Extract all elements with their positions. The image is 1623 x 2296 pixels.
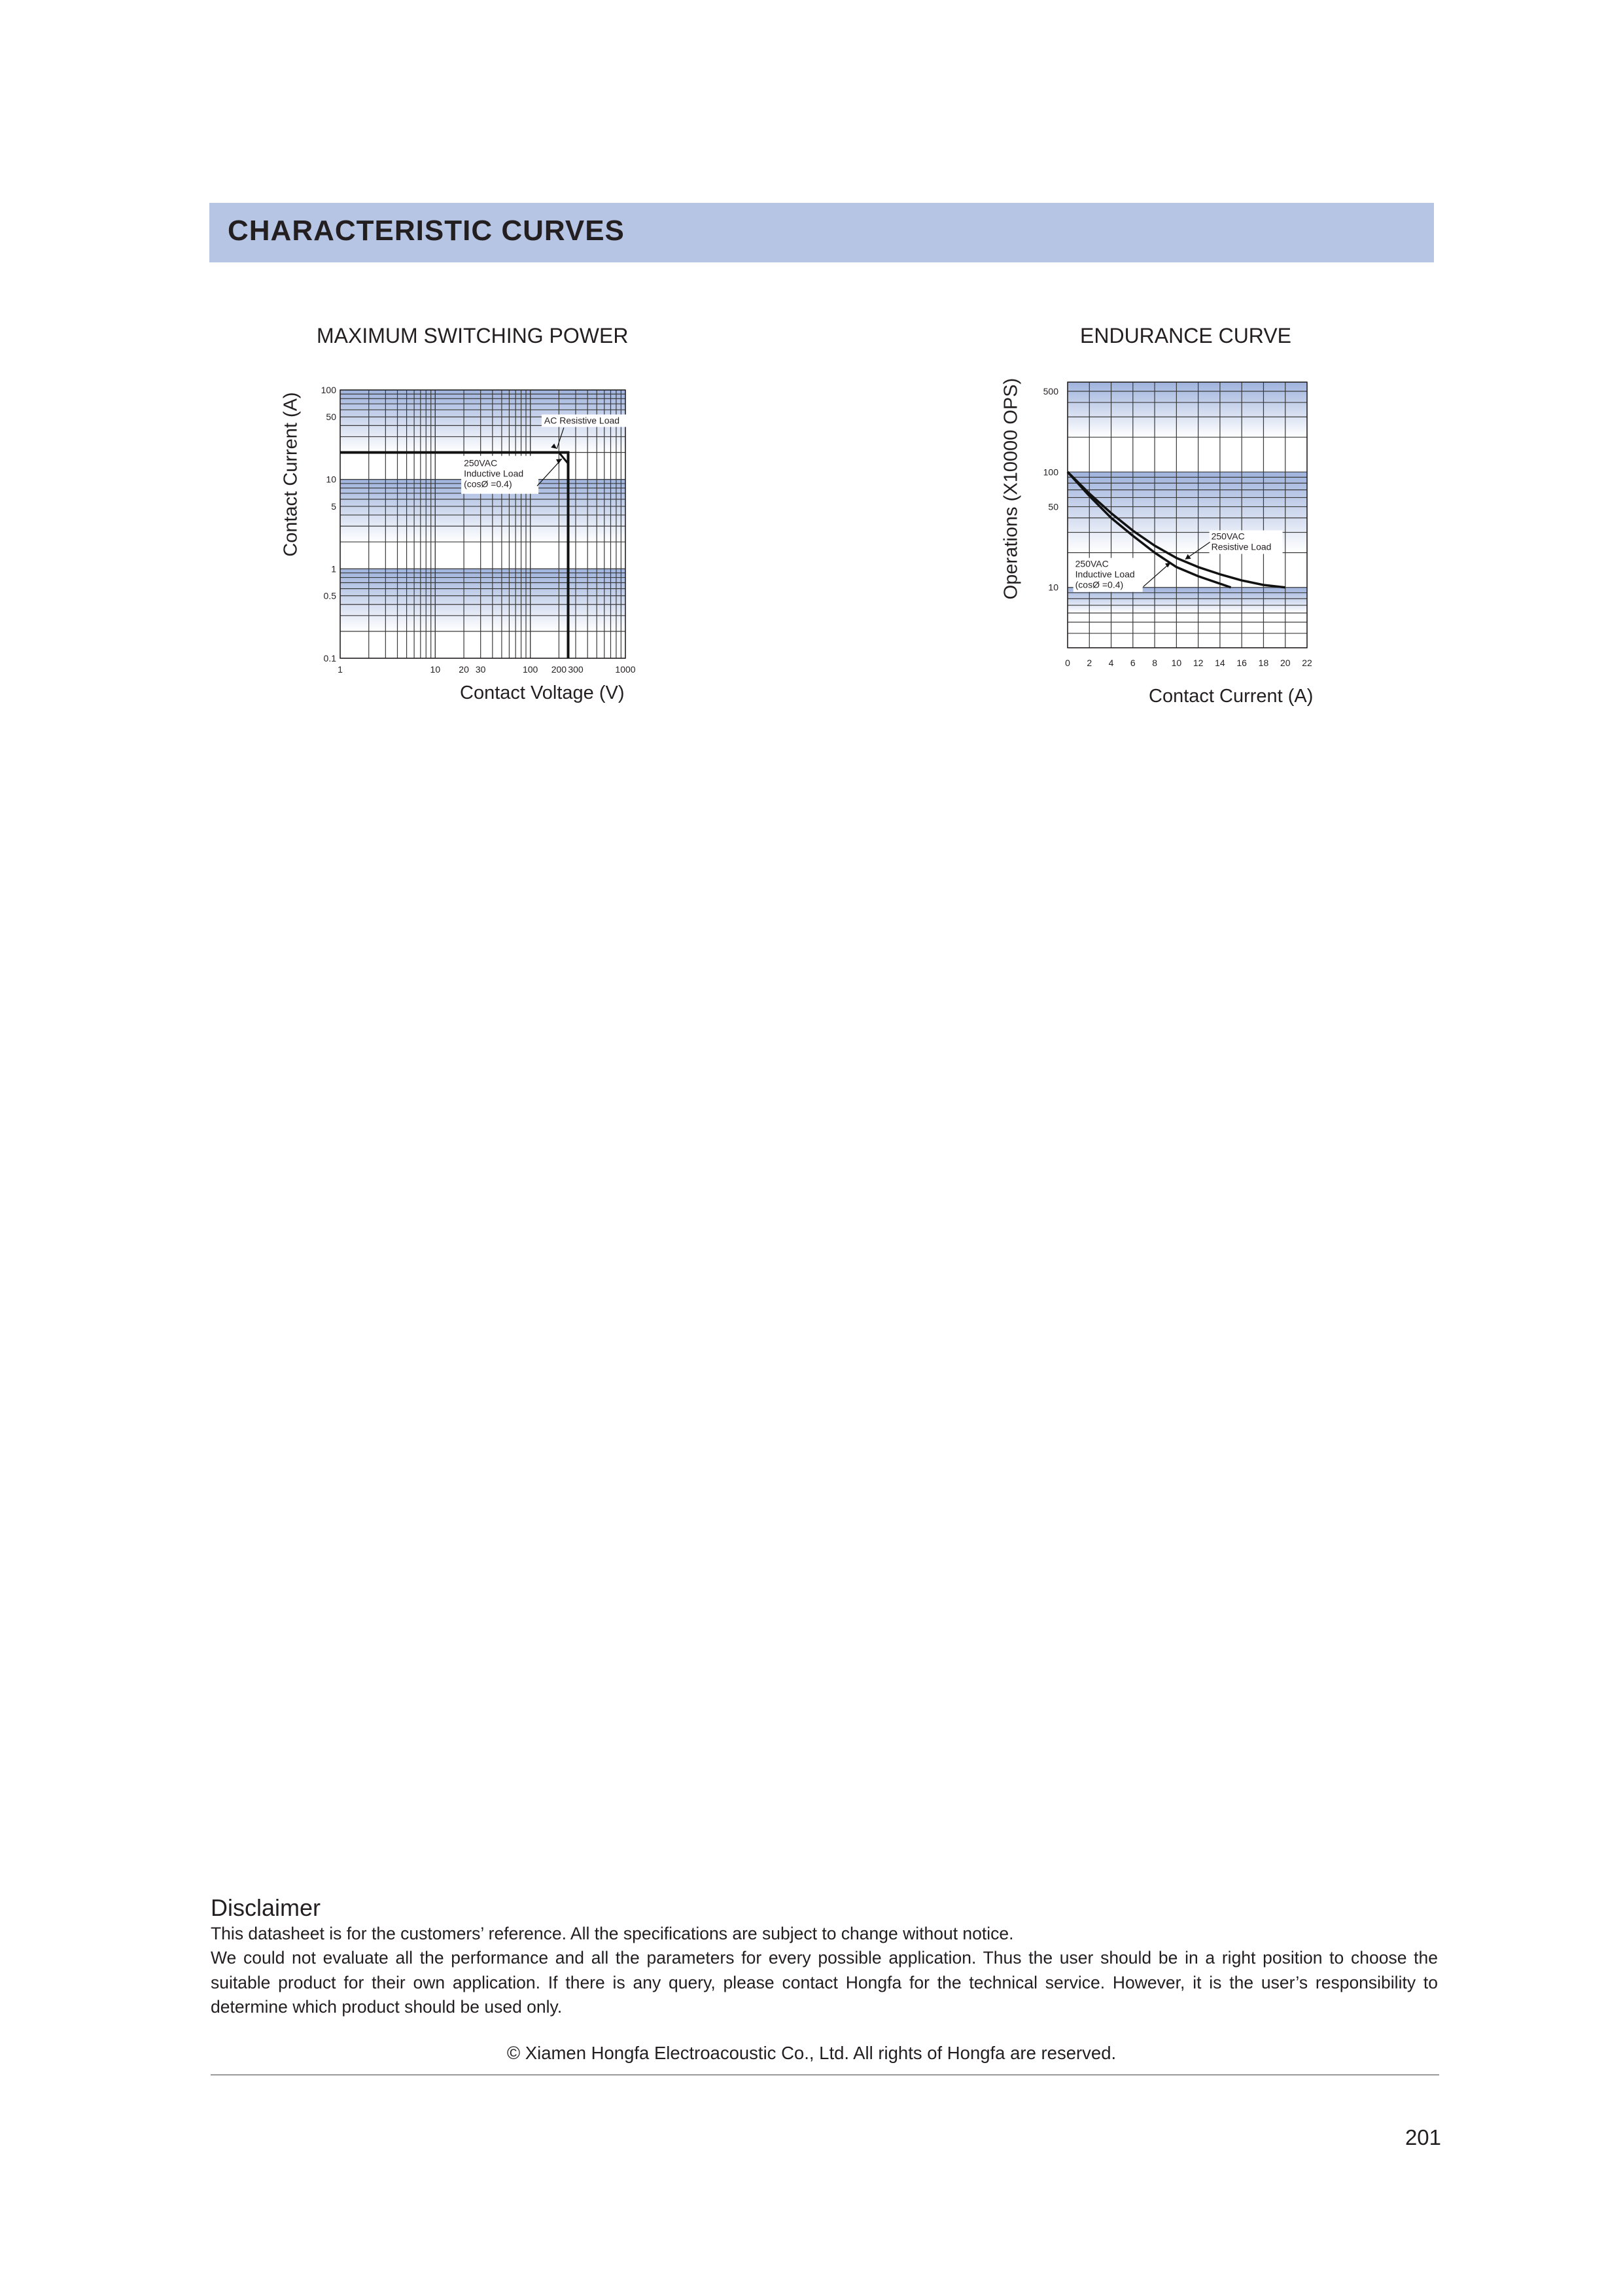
annotation-inductive-load-line: Inductive Load [464, 468, 524, 479]
x-tick-label: 12 [1193, 658, 1204, 668]
shaded-band [1068, 382, 1307, 437]
y-tick-label: 50 [326, 412, 336, 423]
y-tick-label: 10 [1048, 582, 1058, 593]
x-tick-label: 20 [459, 664, 469, 675]
x-tick-label: 14 [1215, 658, 1225, 668]
annotation-resistive-load-line: Resistive Load [1211, 541, 1272, 552]
y-tick-label: 0.1 [323, 653, 336, 663]
x-tick-label: 1000 [615, 664, 636, 675]
disclaimer-paragraph: We could not evaluate all the performance and all the parameters for every possible application. Thus the user should be in a right position to choose the suitable product for their own application. If there is any query, please contact Hongfa for the technical service. However, it is the user’s responsibility to determine which product should be used only. [211, 1948, 1438, 2017]
max-switching-power-chart [275, 366, 693, 694]
copyright-notice: © Xiamen Hongfa Electroacoustic Co., Ltd. All rights of Hongfa are reserved. [506, 2043, 1117, 2063]
x-tick-label: 6 [1130, 658, 1136, 668]
x-tick-label: 22 [1302, 658, 1312, 668]
y-tick-label: 50 [1048, 501, 1058, 512]
chart2-xlabel: Contact Current (A) [1149, 686, 1314, 707]
x-tick-label: 18 [1258, 658, 1269, 668]
x-tick-label: 4 [1108, 658, 1114, 668]
chart1-title: MAXIMUM SWITCHING POWER [317, 324, 629, 347]
x-tick-label: 200 [551, 664, 567, 675]
annotation-inductive-load-line: 250VAC [464, 457, 498, 468]
disclaimer-heading: Disclaimer [211, 1894, 321, 1921]
y-tick-label: 0.5 [323, 590, 336, 601]
x-tick-label: 100 [522, 664, 538, 675]
y-tick-label: 5 [331, 501, 336, 512]
chart1-ylabel: Contact Current (A) [280, 392, 302, 557]
y-tick-label: 1 [331, 563, 336, 574]
annotation-inductive-load-line: (cosØ =0.4) [464, 478, 512, 489]
x-tick-label: 0 [1065, 658, 1070, 668]
page-number: 201 [1405, 2125, 1441, 2149]
annotation-ac-resistive-load: AC Resistive Load [544, 415, 620, 426]
x-tick-label: 30 [475, 664, 486, 675]
chart1-xlabel: Contact Voltage (V) [460, 682, 625, 703]
x-tick-label: 8 [1152, 658, 1157, 668]
annotation-inductive-load-line: (cosØ =0.4) [1075, 579, 1124, 590]
x-tick-label: 20 [1280, 658, 1291, 668]
annotation-resistive-load-line: 250VAC [1211, 531, 1245, 542]
chart2-ylabel: Operations (X10000 OPS) [1000, 378, 1022, 600]
x-tick-label: 10 [430, 664, 441, 675]
y-tick-label: 100 [1043, 467, 1058, 478]
annotation-inductive-load-line: Inductive Load [1075, 569, 1135, 580]
y-tick-label: 500 [1043, 385, 1058, 397]
annotation-inductive-load-line: 250VAC [1075, 558, 1109, 569]
x-tick-label: 10 [1171, 658, 1182, 668]
shaded-band [340, 569, 625, 631]
disclaimer-line1: This datasheet is for the customers’ reference. All the specifications are subject to change without notice. [211, 1924, 1014, 1943]
y-tick-label: 10 [326, 474, 336, 485]
x-tick-label: 16 [1236, 658, 1247, 668]
section-banner [209, 203, 1434, 262]
section-title: CHARACTERISTIC CURVES [228, 215, 625, 247]
x-tick-label: 1 [338, 664, 343, 675]
chart2-title: ENDURANCE CURVE [1080, 324, 1292, 347]
x-tick-label: 300 [568, 664, 584, 675]
footer-rule [211, 2074, 1439, 2075]
endurance-curve-chart [1034, 366, 1335, 680]
x-tick-label: 2 [1087, 658, 1092, 668]
y-tick-label: 100 [321, 385, 336, 395]
